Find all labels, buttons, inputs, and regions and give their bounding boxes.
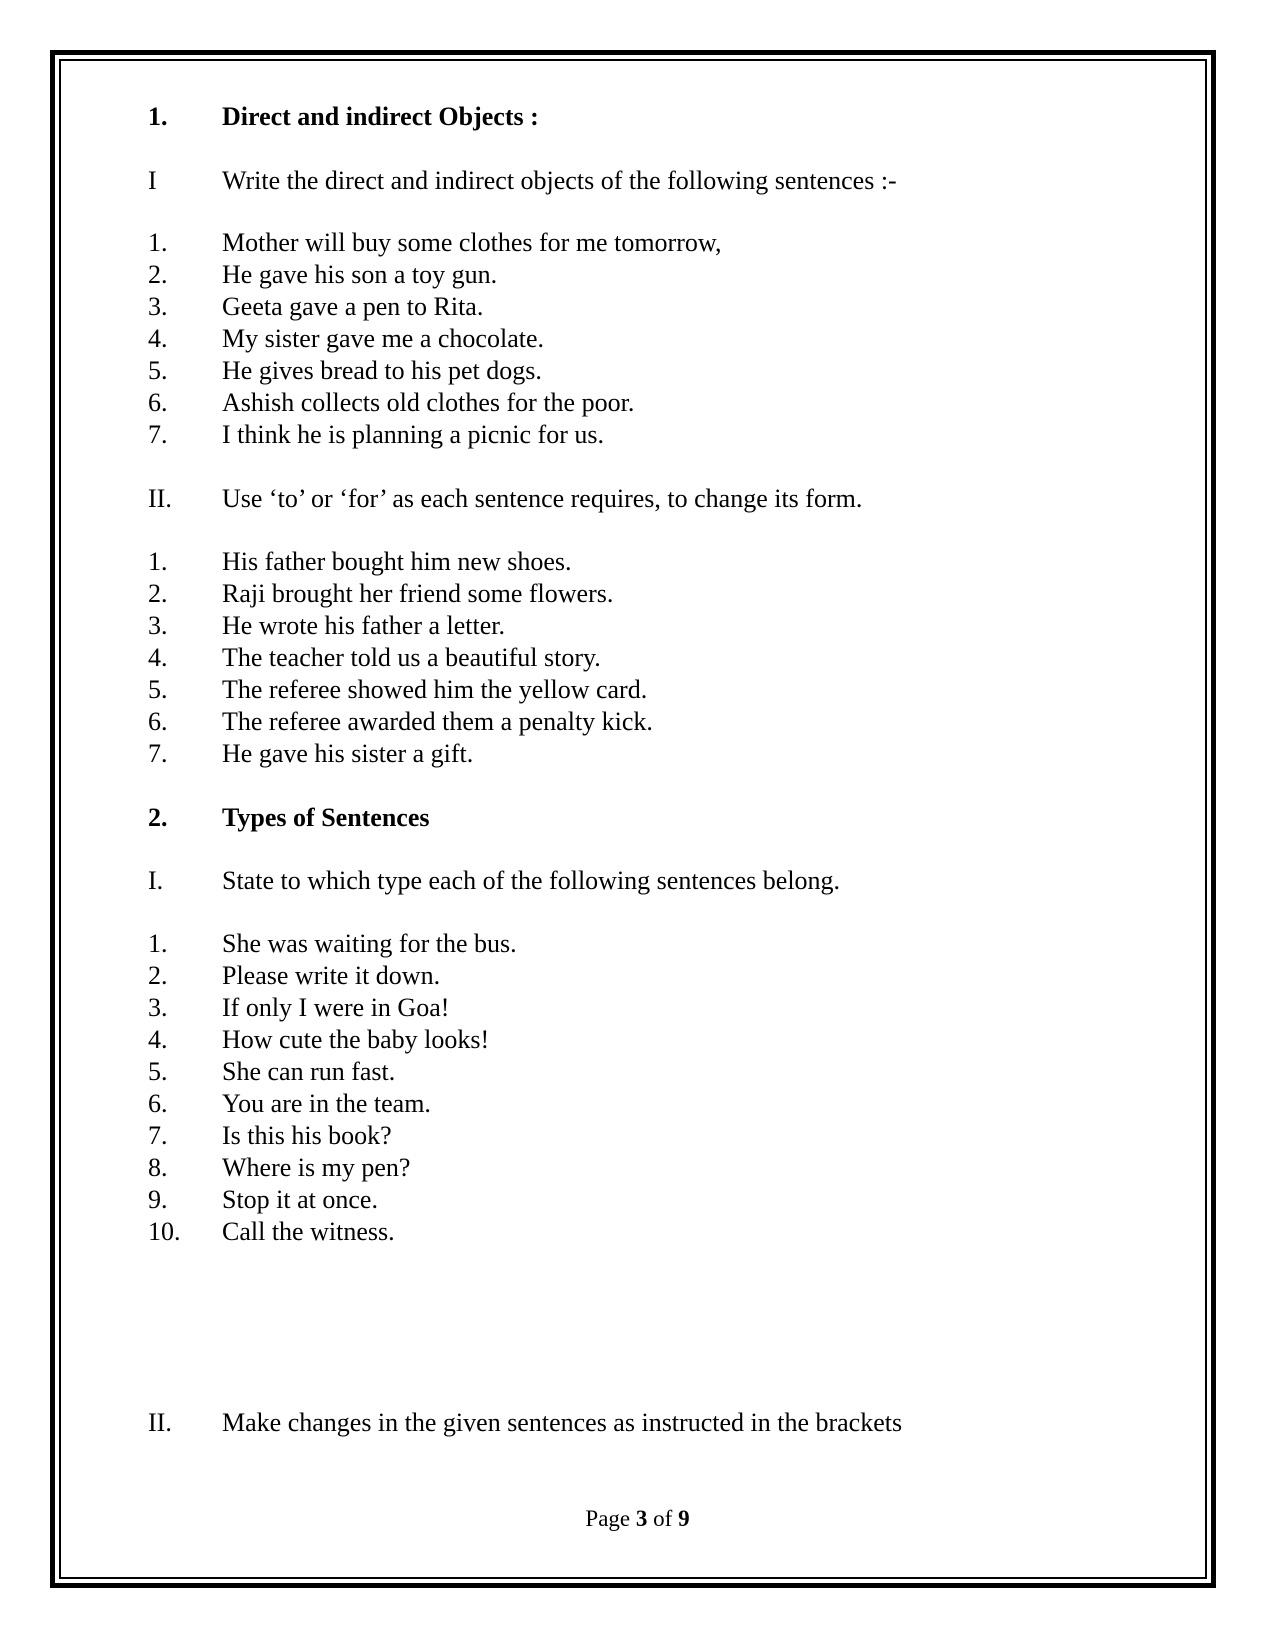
instruction-text: State to which type each of the following sentences belong. [222, 866, 841, 895]
list-item-text: Geeta gave a pen to Rita. [222, 292, 484, 321]
section-heading-number: 2. [148, 803, 168, 832]
list-item-number: 1. [148, 929, 168, 958]
list-item-number: 1. [148, 547, 168, 576]
list-item-text: She was waiting for the bus. [222, 929, 517, 958]
list-item-text: His father bought him new shoes. [222, 547, 572, 576]
list-item-text: He gave his son a toy gun. [222, 260, 498, 289]
list-item-text: Ashish collects old clothes for the poor. [222, 388, 635, 417]
list-item-number: 6. [148, 1089, 168, 1118]
list-item-number: 4. [148, 324, 168, 353]
list-item-number: 2. [148, 579, 168, 608]
instruction-text: Write the direct and indirect objects of the following sentences :- [222, 166, 897, 195]
page-number [0, 1505, 1275, 1533]
list-item-text: He gives bread to his pet dogs. [222, 356, 542, 385]
list-item-number: 6. [148, 707, 168, 736]
list-item-number: 3. [148, 292, 168, 321]
list-item-text: The referee awarded them a penalty kick. [222, 707, 653, 736]
list-item-number: 7. [148, 420, 168, 449]
list-item-number: 3. [148, 611, 168, 640]
page-current: 3 [635, 1506, 648, 1531]
list-item-number: 5. [148, 675, 168, 704]
page-of: of [653, 1506, 673, 1531]
list-item-text: Mother will buy some clothes for me tomorrow, [222, 228, 722, 257]
instruction-number: II. [148, 1408, 172, 1437]
instruction-number: I [148, 166, 157, 195]
list-item-number: 7. [148, 1121, 168, 1150]
list-item-text: She can run fast. [222, 1057, 396, 1086]
list-item-number: 1. [148, 228, 168, 257]
list-item-number: 2. [148, 961, 168, 990]
instruction-number: II. [148, 484, 172, 513]
section-heading-number: 1. [148, 102, 168, 131]
list-item-text: Call the witness. [222, 1217, 395, 1246]
list-item-text: Please write it down. [222, 961, 441, 990]
list-item-text: He wrote his father a letter. [222, 611, 505, 640]
list-item-number: 6. [148, 388, 168, 417]
list-item-number: 5. [148, 1057, 168, 1086]
list-item-number: 3. [148, 993, 168, 1022]
list-item-text: Stop it at once. [222, 1185, 378, 1214]
section-heading-text: Direct and indirect Objects : [222, 102, 539, 131]
list-item-text: You are in the team. [222, 1089, 431, 1118]
list-item-number: 4. [148, 643, 168, 672]
page-total: 9 [678, 1506, 690, 1531]
list-item-number: 9. [148, 1185, 168, 1214]
list-item-text: I think he is planning a picnic for us. [222, 420, 604, 449]
list-item-text: How cute the baby looks! [222, 1025, 490, 1054]
list-item-text: The referee showed him the yellow card. [222, 675, 648, 704]
instruction-number: I. [148, 866, 164, 895]
list-item-text: Is this his book? [222, 1121, 392, 1150]
list-item-number: 8. [148, 1153, 168, 1182]
list-item-text: If only I were in Goa! [222, 993, 450, 1022]
list-item-number: 10. [148, 1217, 181, 1246]
list-item-text: The teacher told us a beautiful story. [222, 643, 601, 672]
list-item-number: 4. [148, 1025, 168, 1054]
list-item-text: Where is my pen? [222, 1153, 411, 1182]
list-item-number: 2. [148, 260, 168, 289]
list-item-number: 5. [148, 356, 168, 385]
list-item-text: My sister gave me a chocolate. [222, 324, 544, 353]
instruction-text: Make changes in the given sentences as instructed in the brackets [222, 1408, 903, 1437]
list-item-text: Raji brought her friend some flowers. [222, 579, 614, 608]
page-label: Page [585, 1506, 631, 1531]
instruction-text: Use ‘to’ or ‘for’ as each sentence requires, to change its form. [222, 484, 863, 513]
list-item-number: 7. [148, 739, 168, 768]
section-heading-text: Types of Sentences [222, 803, 430, 832]
list-item-text: He gave his sister a gift. [222, 739, 474, 768]
